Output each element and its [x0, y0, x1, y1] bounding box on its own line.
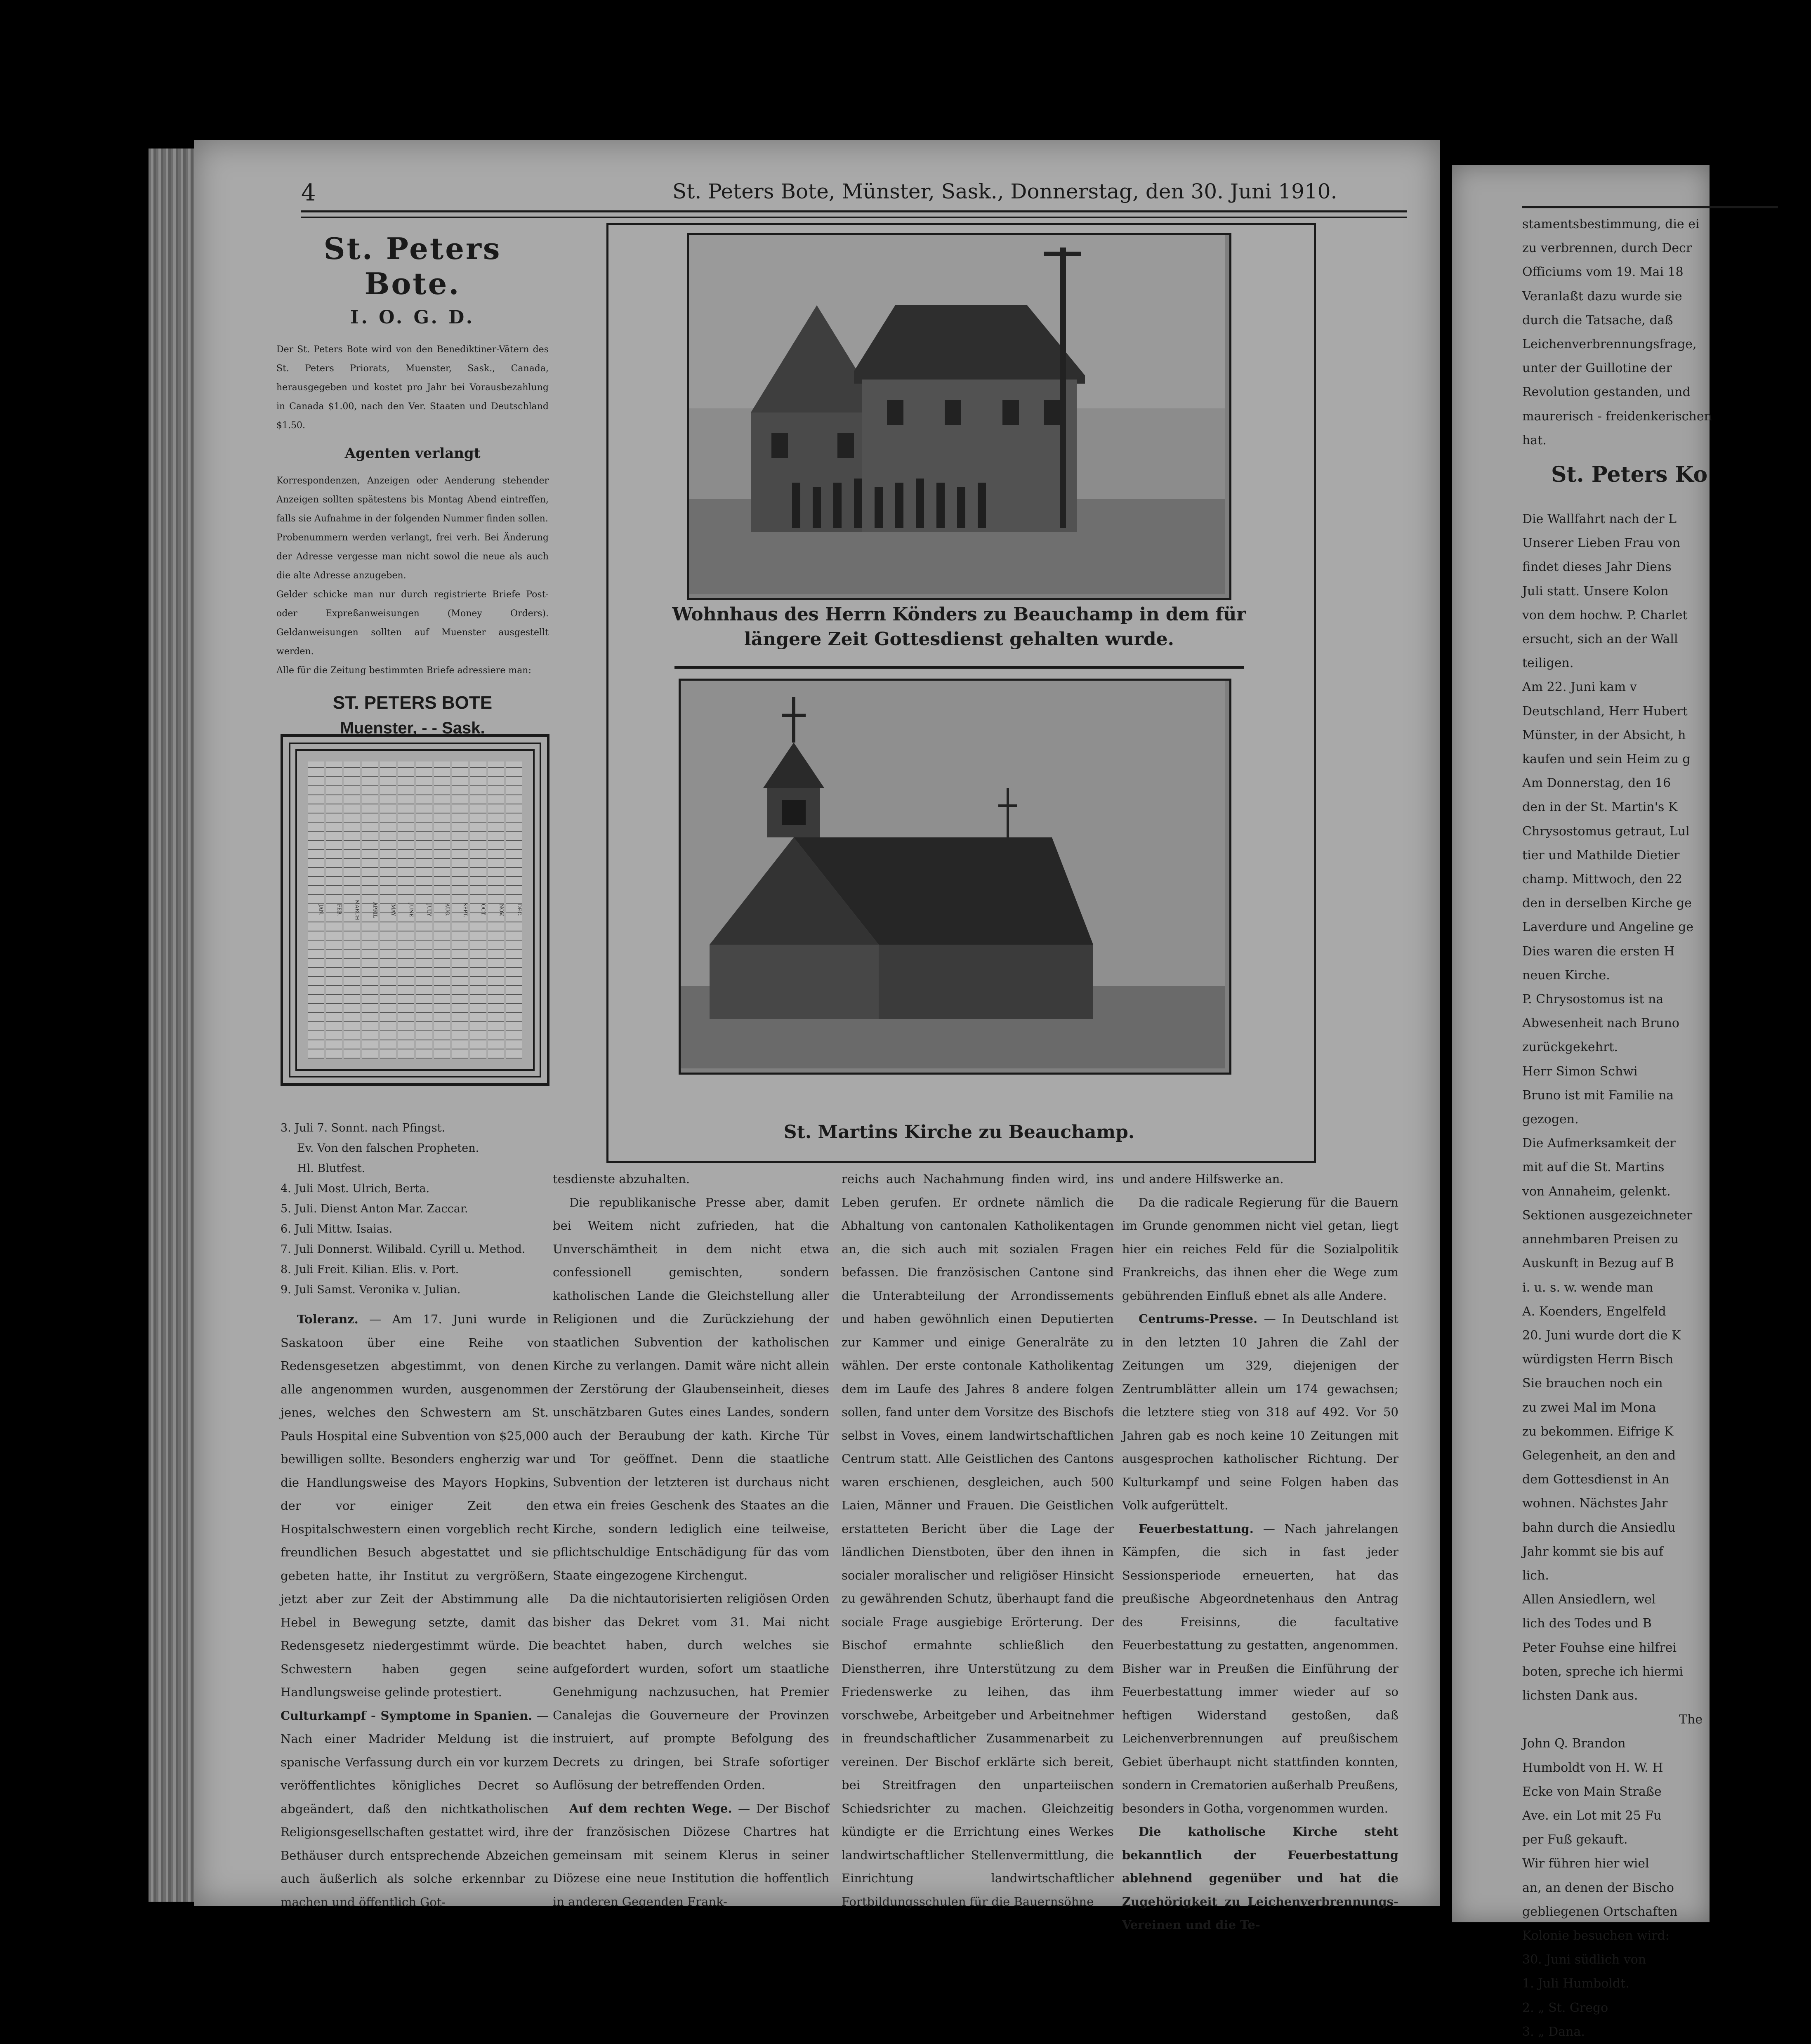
facing-line: durch die Tatsache, daß [1522, 313, 1673, 328]
article-text: Der Bischof der französischen Diözese Chartres hat gemeinsam mit seinem Klerus in seiner Diözese eine neue Institution die hoffentlich in anderen Gegenden Frank- [553, 1801, 829, 1909]
address-place: Muenster, - - Sask. [340, 719, 485, 737]
facing-column-bottom [1522, 507, 1811, 2044]
article-column-3 [842, 1167, 1114, 1913]
article-text: Die katholische Kirche steht bekanntlich der Feuerbestattung ablehnend gegenüber und hat die Zugehörigkeit zu Leichenverbrennungs-Vereinen und die Te- [1122, 1825, 1398, 1932]
facing-line: unter der Guillotine der [1522, 361, 1672, 376]
facing-line: mit auf die St. Martins [1522, 1160, 1665, 1175]
masthead-subtitle: I. O. G. D. [350, 307, 475, 328]
picture-frame [606, 223, 1316, 1163]
facing-line: 30. Juni südlich von [1522, 1952, 1646, 1967]
church-caption: St. Martins Kirche zu Beauchamp. [783, 1122, 1135, 1143]
facing-line: lichsten Dank aus. [1522, 1688, 1638, 1703]
calendar-month: SEPT. [452, 761, 468, 1059]
photo-separator [674, 666, 1244, 669]
article-text: Da die radicale Regierung für die Bauern im Grunde genommen nicht viel getan, liegt hier ein reiches Feld für die Sozialpolitik Frankreichs, das ihnen eher die Wege zum gebührenden Einfluß ebnet als alle Andere. [1122, 1195, 1398, 1303]
facing-line: Chrysostomus getraut, Lul [1522, 824, 1690, 839]
book-edge [149, 149, 198, 1902]
facing-line: Juli statt. Unsere Kolon [1522, 584, 1669, 599]
facing-line: Dies waren die ersten H [1522, 944, 1675, 959]
facing-line: 2. „ St. Grego [1522, 2000, 1608, 2015]
facing-line: Sektionen ausgezeichneter [1522, 1208, 1693, 1223]
article-title: Toleranz. [297, 1312, 358, 1326]
facing-line: neuen Kirche. [1522, 968, 1610, 983]
calendar-grid [308, 761, 522, 1059]
facing-line: Bruno ist mit Familie na [1522, 1088, 1674, 1103]
facing-line: den in der St. Martin's K [1522, 800, 1678, 815]
facing-line: 20. Juni wurde dort die K [1522, 1328, 1681, 1343]
feast-list [281, 1118, 549, 1300]
facing-line: 1. Juli Humboldt. [1522, 1976, 1629, 1991]
page-number: 4 [301, 179, 316, 206]
article-text: In Deutschland ist in den letzten 10 Jahren die Zahl der Zeitungen um 329, diejenigen der Zentrumblätter allein um 174 gewachsen; die letztere stieg von 318 auf 492. Vor 50 Jahren gab es noch keine 10 Zeitungen mit ausgesprochen katholischer Richtung. Der Kulturkampf und seine Folgen haben das Volk aufgerüttelt. [1122, 1312, 1398, 1512]
facing-line: Unserer Lieben Frau von [1522, 536, 1681, 551]
facing-line: tier und Mathilde Dietier [1522, 848, 1680, 863]
facing-line: wohnen. Nächstes Jahr [1522, 1496, 1668, 1511]
facing-line: dem Gottesdienst in An [1522, 1472, 1670, 1487]
article-title: Auf dem rechten Wege. [569, 1801, 732, 1815]
feast-item: 9. Juli Samst. Veronika v. Julian. [281, 1283, 461, 1296]
running-head: St. Peters Bote, Münster, Sask., Donnerstag, den 30. Juni 1910. [672, 179, 1337, 203]
masthead-note: Probenummern werden verlangt, frei verh. Bei Änderung der Adresse vergesse man nicht sowol die neue als auch die alte Adresse anzugeben. [276, 533, 549, 581]
facing-line: den in derselben Kirche ge [1522, 896, 1692, 911]
church-photo [679, 679, 1231, 1075]
calendar-month: DEC. [506, 761, 522, 1059]
feast-item: 6. Juli Mittw. Isaias. [281, 1223, 393, 1235]
facing-line: ersucht, sich an der Wall [1522, 632, 1678, 647]
facing-line: an, an denen der Bischo [1522, 1880, 1674, 1895]
facing-line: von Annaheim, gelenkt. [1522, 1184, 1671, 1199]
facing-line: lich. [1522, 1568, 1549, 1583]
article-text: reichs auch Nachahmung finden wird, ins Leben gerufen. Er ordnete nämlich die Abhaltung von cantonalen Katholikentagen an, die sich auch mit sozialen Fragen befassen. Die französischen Cantone sind die Unterabteilung der Arrondissements und haben gewöhnlich einen Deputierten zur Kammer und einige Generalräte zu wählen. Der erste contonale Katholikentag dem im Laufe des Jahres 8 andere folgen sollen, fand unter dem Vorsitze des Bischofs selbst in Voves, einem landwirtschaftlichen Centrum statt. Alle Geistlichen des Cantons waren erschienen, desgleichen, auch 500 Laien, Männer und Frauen. Die Geistlichen erstatteten Bericht über die Lage der ländlichen Dienstboten, über den ihnen in socialer moralischer und religiöser Hinsicht zu gewährenden Schutz, überhaupt fand die sociale Frage ausgiebige Erörterung. Der Bischof ermahnte schließlich den Dienstherren, ihre Unterstützung zu dem Friedenswerke zu leihen, das ihm vorschwebe, Arbeitgeber und Arbeitnehmer in freundschaftlicher Zusammenarbeit zu vereinen. Der Bischof erklärte sich bereit, bei Streitfragen den unparteiischen Schiedsrichter zu machen. Gleichzeitig kündigte er die Errichtung eines Werkes landwirtschaftlicher Stellenvermittlung, die Einrichtung landwirtschaftlicher Fortbildungsschulen für die Bauernsöhne [842, 1172, 1114, 1909]
facing-line: Am Donnerstag, den 16 [1522, 776, 1671, 791]
article-text: Am 17. Juni wurde in Saskatoon über eine Reihe von Redensgesetzen abgestimmt, von denen alle angenommen wurden, ausgenommen jenes, welches den Schwestern am St. Pauls Hospital eine Subvention von $25,000 bewilligen sollte. Besonders engherzig war die Handlungsweise des Mayors Hopkins, der vor einiger Zeit den Hospitalschwestern einen vorgeblich recht freundlichen Besuch abgestattet und sie gebeten hatte, ihr Institut zu vergrößern, jetzt aber zur Zeit der Abstimmung alle Hebel in Bewegung setzte, damit das Redensgesetz niedergestimmt würde. Die Schwestern haben gegen seine Handlungsweise gelinde protestiert. [281, 1312, 549, 1699]
newspaper-page [194, 140, 1440, 1932]
facing-line: Kolonie besuchen wird: [1522, 1928, 1670, 1943]
facing-line: Veranlaßt dazu wurde sie [1522, 289, 1682, 304]
calendar-month: JUNE [398, 761, 414, 1059]
facing-line: zu verbrennen, durch Decr [1522, 241, 1692, 256]
facing-line: boten, spreche ich hiermi [1522, 1664, 1683, 1679]
article-text: Nach einer Madrider Meldung ist die spanische Verfassung durch ein vor kurzem veröffentlichtes königliches Decret so abgeändert, daß den nichtkatholischen Religionsgesellschaften gestattet wird, ihre Bethäuser durch entsprechende Abzeichen auch äußerlich als solche erkennbar zu machen und öffentlich Got- [281, 1732, 549, 1909]
feast-item: 3. Juli 7. Sonnt. nach Pfingst. [281, 1122, 446, 1134]
facing-line: bahn durch die Ansiedlu [1522, 1520, 1676, 1535]
house-image [689, 235, 1225, 594]
facing-column-top [1522, 212, 1811, 453]
facing-line: von dem hochw. P. Charlet [1522, 608, 1688, 622]
facing-line: Laverdure und Angeline ge [1522, 920, 1694, 935]
facing-page [1452, 165, 1712, 2039]
facing-line: Officiums vom 19. Mai 18 [1522, 265, 1684, 280]
running-header [301, 179, 1394, 208]
facing-header-rule [1522, 206, 1778, 208]
facing-line: Allen Ansiedlern, wel [1522, 1592, 1656, 1607]
facing-line: Gelegenheit, an den and [1522, 1448, 1676, 1463]
facing-line: teiligen. [1522, 656, 1574, 671]
calendar-month: OCT. [470, 761, 486, 1059]
article-text: und andere Hilfswerke an. [1122, 1172, 1284, 1186]
calendar-month: AUG. [434, 761, 450, 1059]
facing-line: A. Koenders, Engelfeld [1522, 1304, 1666, 1319]
house-photo [687, 233, 1231, 600]
calendar-month: MARCH [344, 761, 360, 1059]
masthead-note: Alle für die Zeitung bestimmten Briefe adressiere man: [276, 665, 531, 676]
agents-heading: Agenten verlangt [344, 445, 481, 462]
masthead-note: Korrespondenzen, Anzeigen oder Aenderung stehender Anzeigen sollten spätestens bis Montag Abend eintreffen, falls sie Aufnahme in der folgenden Nummer finden sollen. [276, 476, 549, 524]
facing-line: Auskunft in Bezug auf B [1522, 1256, 1674, 1271]
facing-line: gezogen. [1522, 1112, 1579, 1127]
facing-line: Am 22. Juni kam v [1522, 680, 1637, 695]
facing-line: Deutschland, Herr Hubert [1522, 704, 1688, 719]
calendar-month: JULY [416, 761, 432, 1059]
facing-line: P. Chrysostomus ist na [1522, 992, 1664, 1007]
facing-line: John Q. Brandon [1522, 1736, 1626, 1751]
article-column-4: und andere Hilfswerke an. Da die radicale Regierung für die Bauern im Grunde genommen nicht viel getan, liegt hier ein reiches Feld für die Sozialpolitik Frankreichs, das ihnen eher die Wege zum gebührenden Einfluß ebnet als alle Andere. Centrums-Presse. — In Deutschland ist in den letzten 10 Jahren die Zahl der Zeitungen um 329, diejenigen der Zentrumblätter allein um 174 gewachsen; die letztere stieg von 318 auf 492. Vor 50 Jahren gab es noch keine 10 Zeitungen mit ausgesprochen katholischer Richtung. Der Kulturkampf und seine Folgen haben das Volk aufgerüttelt. Feuerbestattung. — Nach jahrelangen Kämpfen, die sich in fast jeder Sessionsperiode erneuerten, hat das preußische Abgeordnetenhaus den Antrag des Freisinns, die facultative Feuerbestattung zu gestatten, angenommen. Bisher war in Preußen die Einführung der Feuerbestattung immer wieder auf so heftigen Widerstand gestoßen, daß Leichenverbrennungen auf preußischem Gebiet überhaupt nicht stattfinden konnten, sondern in Crematorien außerhalb Preußens, besonders in Gotha, vorgenommen wurden. Die katholische Kirche steht bekanntlich der Feuerbestattung ablehnend gegenüber und hat die Zugehörigkeit zu Leichenverbrennungs-Vereinen und die Te- [1122, 1167, 1398, 1937]
facing-line: Münster, in der Absicht, h [1522, 728, 1686, 743]
facing-line: hat. [1522, 433, 1547, 448]
facing-line: Revolution gestanden, und [1522, 385, 1691, 400]
calendar-block [281, 734, 549, 1086]
masthead-intro: Der St. Peters Bote wird von den Benediktiner-Vätern des St. Peters Priorats, Muenster, Sask., Canada, herausgegeben und kostet pro Jahr bei Vorausbezahlung in Canada $1.00, nach den Ver. Staaten und Deutschland $1.50. [276, 344, 549, 431]
calendar-month: MAY [380, 761, 396, 1059]
feast-item: 5. Juli. Dienst Anton Mar. Zaccar. [281, 1202, 468, 1215]
facing-line: kaufen und sein Heim zu g [1522, 752, 1691, 767]
facing-line: Sie brauchen noch ein [1522, 1376, 1663, 1391]
facing-line: Leichenverbrennungsfrage, [1522, 337, 1697, 352]
facing-line: 3. „ Dana. [1522, 2024, 1585, 2039]
calendar-month: NOV. [488, 761, 505, 1059]
facing-line: annehmbaren Preisen zu [1522, 1232, 1679, 1247]
facing-line: Peter Fouhse eine hilfrei [1522, 1640, 1677, 1655]
feast-item: Hl. Blutfest. [297, 1162, 366, 1175]
article-title: Culturkampf - Symptome in Spanien. [281, 1708, 533, 1723]
facing-line: zu bekommen. Eifrige K [1522, 1424, 1674, 1439]
facing-line: Ave. ein Lot mit 25 Fu [1522, 1808, 1662, 1823]
feast-item: 7. Juli Donnerst. Wilibald. Cyrill u. Method. [281, 1243, 526, 1256]
article-column-2: tesdienste abzuhalten. Die republikanische Presse aber, damit bei Weitem nicht zufrieden, hat die Unverschämtheit in dem nicht etwa confessionell gemischten, sondern katholischen Lande die Gleichstellung aller Religionen und die Zurückziehung der staatlichen Subvention der katholischen Kirche zu verlangen. Damit wäre nicht allein der Zerstörung der Glaubenseinheit, dieses unschätzbaren Gutes eines Landes, sondern auch der Beraubung der kath. Kirche Tür und Tor geöffnet. Denn die staatliche Subvention der letzteren ist durchaus nicht etwa ein freies Geschenk des Staates an die Kirche, sondern lediglich eine teilweise, pflichtschuldige Entschädigung für das vom Staate eingezogene Kirchengut. Da die nichtautorisierten religiösen Orden bisher das Dekret vom 31. Mai nicht beachtet haben, durch welches sie aufgefordert wurden, sofort um staatliche Genehmigung nachzusuchen, hat Premier Canalejas die Gouverneure der Provinzen instruiert, auf prompte Befolgung des Decrets zu dringen, bei Strafe sofortiger Auflösung der betreffenden Orden. Auf dem rechten Wege. — Der Bischof der französischen Diözese Chartres hat gemeinsam mit seinem Klerus in seiner Diözese eine neue Institution die hoffentlich in anderen Gegenden Frank- [553, 1167, 829, 1913]
article-text: Nach jahrelangen Kämpfen, die sich in fast jeder Sessionsperiode erneuerten, hat das preußische Abgeordnetenhaus den Antrag des Freisinns, die facultative Feuerbestattung zu gestatten, angenommen. Bisher war in Preußen die Einführung der Feuerbestattung immer wieder auf so heftigen Widerstand gestoßen, daß Leichenverbrennungen auf preußischem Gebiet überhaupt nicht stattfinden konnten, sondern in Crematorien außerhalb Preußens, besonders in Gotha, vorgenommen wurden. [1122, 1521, 1399, 1815]
facing-line: i. u. s. w. wende man [1522, 1280, 1653, 1295]
facing-line: Ecke von Main Straße [1522, 1784, 1662, 1799]
facing-line: würdigsten Herrn Bisch [1522, 1352, 1674, 1367]
address-name: ST. PETERS BOTE [332, 693, 493, 713]
article-title: Feuerbestattung. [1139, 1521, 1254, 1536]
facing-line: Herr Simon Schwi [1522, 1064, 1638, 1079]
calendar-month: APRIL [362, 761, 378, 1059]
facing-line: maurerisch - freidenkerischen [1522, 409, 1712, 424]
calendar-month: JAN. [308, 761, 324, 1059]
article-title: Centrums-Presse. [1139, 1312, 1258, 1326]
church-image [681, 681, 1225, 1068]
facing-line: gebliegenen Ortschaften [1522, 1904, 1678, 1919]
header-rule [301, 210, 1407, 218]
article-text: Da die nichtautorisierten religiösen Orden bisher das Dekret vom 31. Mai nicht beachtet haben, durch welches sie aufgefordert wurden, sofort um staatliche Genehmigung nachzusuchen, hat Premier Canalejas die Gouverneure der Provinzen instruiert, auf prompte Befolgung des Decrets zu dringen, bei Strafe sofortiger Auflösung der betreffenden Orden. [553, 1591, 829, 1792]
facing-line: Abwesenheit nach Bruno [1522, 1016, 1679, 1031]
facing-line: champ. Mittwoch, den 22 [1522, 872, 1683, 887]
masthead-note: Gelder schicke man nur durch registrierte Briefe Post- oder Expreßanweisungen (Money Orders). Geldanweisungen sollten auf Muenster ausgestellt werden. [276, 589, 549, 657]
facing-line: zu zwei Mal im Mona [1522, 1400, 1656, 1415]
feast-item: 4. Juli Most. Ulrich, Berta. [281, 1182, 430, 1195]
facing-line: stamentsbestimmung, die ei [1522, 217, 1700, 231]
calendar-month: FEB. [326, 761, 342, 1059]
house-caption: Wohnhaus des Herrn Könders zu Beauchamp in dem für längere Zeit Gottesdienst gehalten wurde. [672, 604, 1246, 650]
masthead [276, 231, 549, 738]
article-column-1: Toleranz. — Am 17. Juni wurde in Saskatoon über eine Reihe von Redensgesetzen abgestimmt, von denen alle angenommen wurden, ausgenommen jenes, welches den Schwestern am St. Pauls Hospital eine Subvention von $25,000 bewilligen sollte. Besonders engherzig war die Handlungsweise des Mayors Hopkins, der vor einiger Zeit den Hospitalschwestern einen vorgeblich recht freundlichen Besuch abgestattet und sie gebeten hatte, ihr Institut zu vergrößern, jetzt aber zur Zeit der Abstimmung alle Hebel in Bewegung setzte, damit das Redensgesetz niedergestimmt würde. Die Schwestern haben gegen seine Handlungsweise gelinde protestiert. Culturkampf - Symptome in Spanien. — Nach einer Madrider Meldung ist die spanische Verfassung durch ein vor kurzem veröffentlichtes königliches Decret so abgeändert, daß den nichtkatholischen Religionsgesellschaften gestattet wird, ihre Bethäuser durch entsprechende Abzeichen auch äußerlich als solche erkennbar zu machen und öffentlich Got- [281, 1312, 549, 1909]
feast-item: Ev. Von den falschen Propheten. [297, 1142, 479, 1155]
facing-heading: St. Peters Ko [1551, 462, 1708, 487]
facing-line: Die Aufmerksamkeit der [1522, 1136, 1676, 1151]
facing-line: Wir führen hier wiel [1522, 1856, 1649, 1871]
facing-line: findet dieses Jahr Diens [1522, 560, 1672, 575]
masthead-title: St. Peters Bote. [323, 231, 502, 301]
article-text: tesdienste abzuhalten. [553, 1172, 690, 1186]
facing-line: Humboldt von H. W. H [1522, 1760, 1663, 1775]
article-text: Die republikanische Presse aber, damit bei Weitem nicht zufrieden, hat die Unverschämtheit in dem nicht etwa confessionell gemischten, sondern katholischen Lande die Gleichstellung aller Religionen und die Zurückziehung der staatlichen Subvention der katholischen Kirche zu verlangen. Damit wäre nicht allein der Zerstörung der Glaubenseinheit, dieses unschätzbaren Gutes eines Landes, sondern auch der Beraubung der kath. Kirche Tür und Tor geöffnet. Denn die staatliche Subvention der letzteren ist durchaus nicht etwa ein freies Geschenk des Staates an die Kirche, sondern lediglich eine teilweise, pflichtschuldige Entschädigung für das vom Staate eingezogene Kirchengut. [553, 1195, 829, 1582]
feast-item: 8. Juli Freit. Kilian. Elis. v. Port. [281, 1263, 459, 1276]
facing-line: The [1679, 1712, 1703, 1727]
facing-line: Die Wallfahrt nach der L [1522, 512, 1677, 526]
facing-line: zurückgekehrt. [1522, 1040, 1618, 1055]
facing-line: per Fuß gekauft. [1522, 1832, 1628, 1847]
facing-line: lich des Todes und B [1522, 1616, 1652, 1631]
facing-line: Jahr kommt sie bis auf [1522, 1544, 1664, 1559]
